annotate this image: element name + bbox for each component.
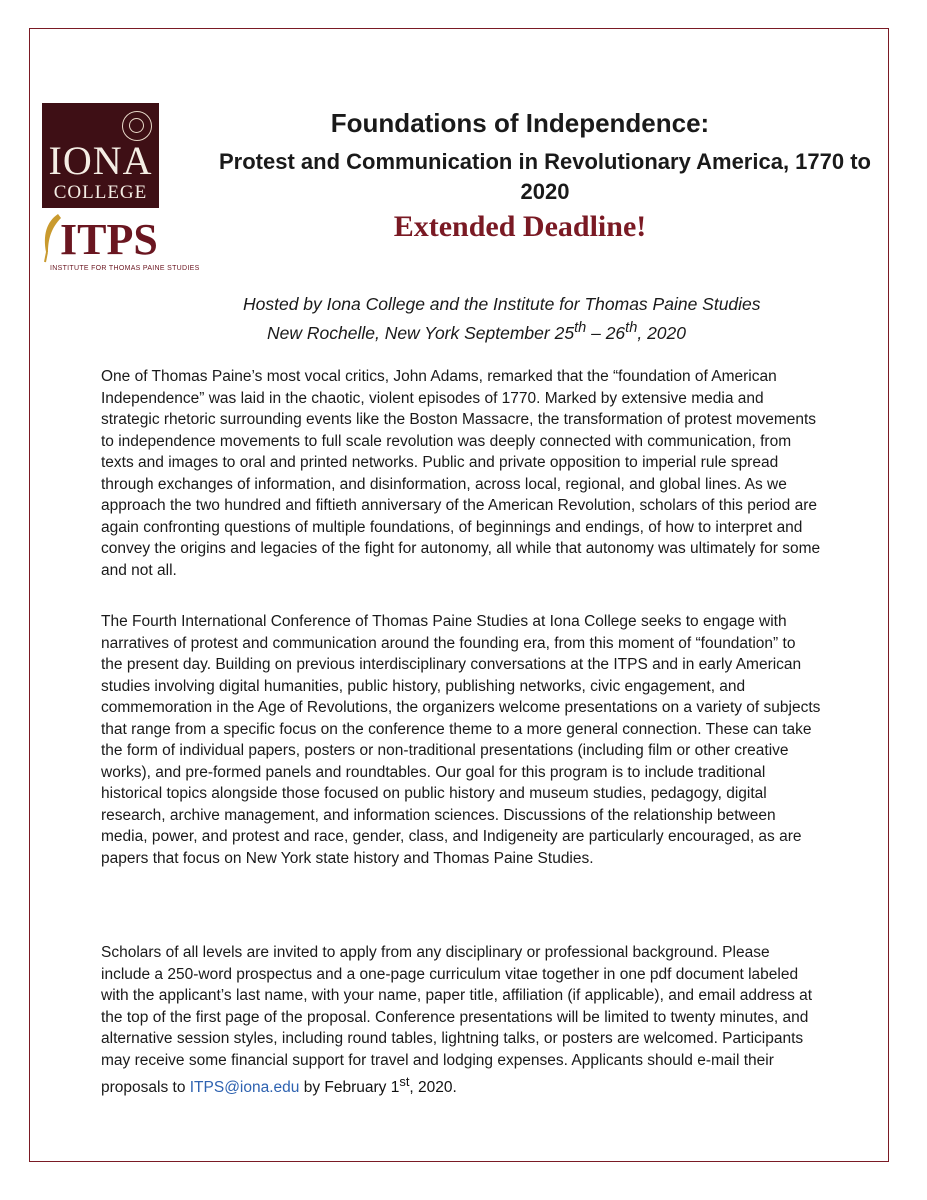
- hosting-line: Hosted by Iona College and the Institute for Thomas Paine Studies: [243, 294, 761, 314]
- paragraph-submission: [101, 942, 821, 1099]
- logo-itps-subtitle: INSTITUTE FOR THOMAS PAINE STUDIES: [50, 265, 200, 272]
- page-title: Foundations of Independence:: [330, 108, 710, 138]
- deadline-suffix: , 2020.: [409, 1079, 457, 1097]
- by-text: by: [299, 1079, 325, 1097]
- logo-college-text: COLLEGE: [53, 182, 148, 203]
- page-subtitle: Protest and Communication in Revolutionary America, 1770 to 2020: [219, 149, 871, 204]
- location-date-prefix: New Rochelle, New York September 25: [267, 322, 575, 343]
- email-link[interactable]: ITPS@iona.edu: [189, 1079, 300, 1097]
- deadline-date: [324, 1074, 457, 1097]
- date-year: , 2020: [637, 322, 686, 343]
- date-ordinal-1: th: [574, 320, 587, 336]
- logo-itps-text: ITPS: [60, 215, 158, 264]
- location-date-line: [267, 320, 686, 344]
- deadline-prefix: February 1: [324, 1079, 400, 1097]
- paragraph-conference: The Fourth International Conference of Thomas Paine Studies at Iona College seeks to engage with narratives of protest and communication around the founding era, from this moment of “foundation” to the present day. Building on previous interdisciplinary conversations at the ITPS and in early American studies involving digital humanities, public history, publishing networks, civic engagement, and commemoration in the Age of Revolutions, the organizers welcome presentations on a variety of subjects that range from a specific focus on the conference theme to a more general connection. These can take the form of individual papers, posters or non-traditional presentations (including film or other creative works), and pre-formed panels and roundtables. Our goal for this program is to include traditional historical topics alongside those focused on public history and museum studies, pedagogy, digital research, archive management, and information sciences. Discussions of the relationship between media, power, and protest and race, gender, class, and Indigeneity are particularly encouraged, as are papers that focus on New York state history and Thomas Paine Studies.: [101, 613, 821, 867]
- date-ordinal-2: th: [625, 320, 638, 336]
- paragraph-intro: One of Thomas Paine’s most vocal critics, John Adams, remarked that the “foundation of American Independence” was laid in the chaotic, violent episodes of 1770. Marked by extensive media and strategic rhetoric surrounding events like the Boston Massacre, the transformation of protest movements to independence movements to full scale revolution was deeply connected with communication, from texts and images to oral and printed networks. Public and private opposition to imperial rule spread through exchanges of information, and disinformation, across local, regional, and global lines. As we approach the two hundred and fiftieth anniversary of the American Revolution, scholars of this period are again confronting questions of multiple foundations, of beginnings and endings, of how to interpret and convey the origins and legacies of the fight for autonomy, all while that autonomy was ultimately for some and not all.: [101, 368, 821, 579]
- deadline-notice: Extended Deadline!: [393, 210, 647, 243]
- deadline-ordinal: st: [399, 1074, 410, 1089]
- college-seal-icon: [122, 111, 152, 141]
- date-dash: – 26: [586, 322, 626, 343]
- itps-logo: [38, 212, 200, 278]
- submission-text: Scholars of all levels are invited to apply from any disciplinary or professional background. Please include a 250-word prospectus and a one-page curriculum vitae together in one pdf document labeled with the applicant’s last name, with your name, paper title, affiliation (if applicable), and email address at the top of the first page of the proposal. Conference presentations will be limited to twenty minutes, and alternative session styles, including round tables, lightning talks, or posters are welcomed. Participants may receive some financial support for travel and lodging expenses. Applicants should e-mail their proposals to: [101, 944, 813, 1097]
- logo-iona-text: IONA: [48, 138, 153, 183]
- iona-college-logo: [42, 103, 159, 208]
